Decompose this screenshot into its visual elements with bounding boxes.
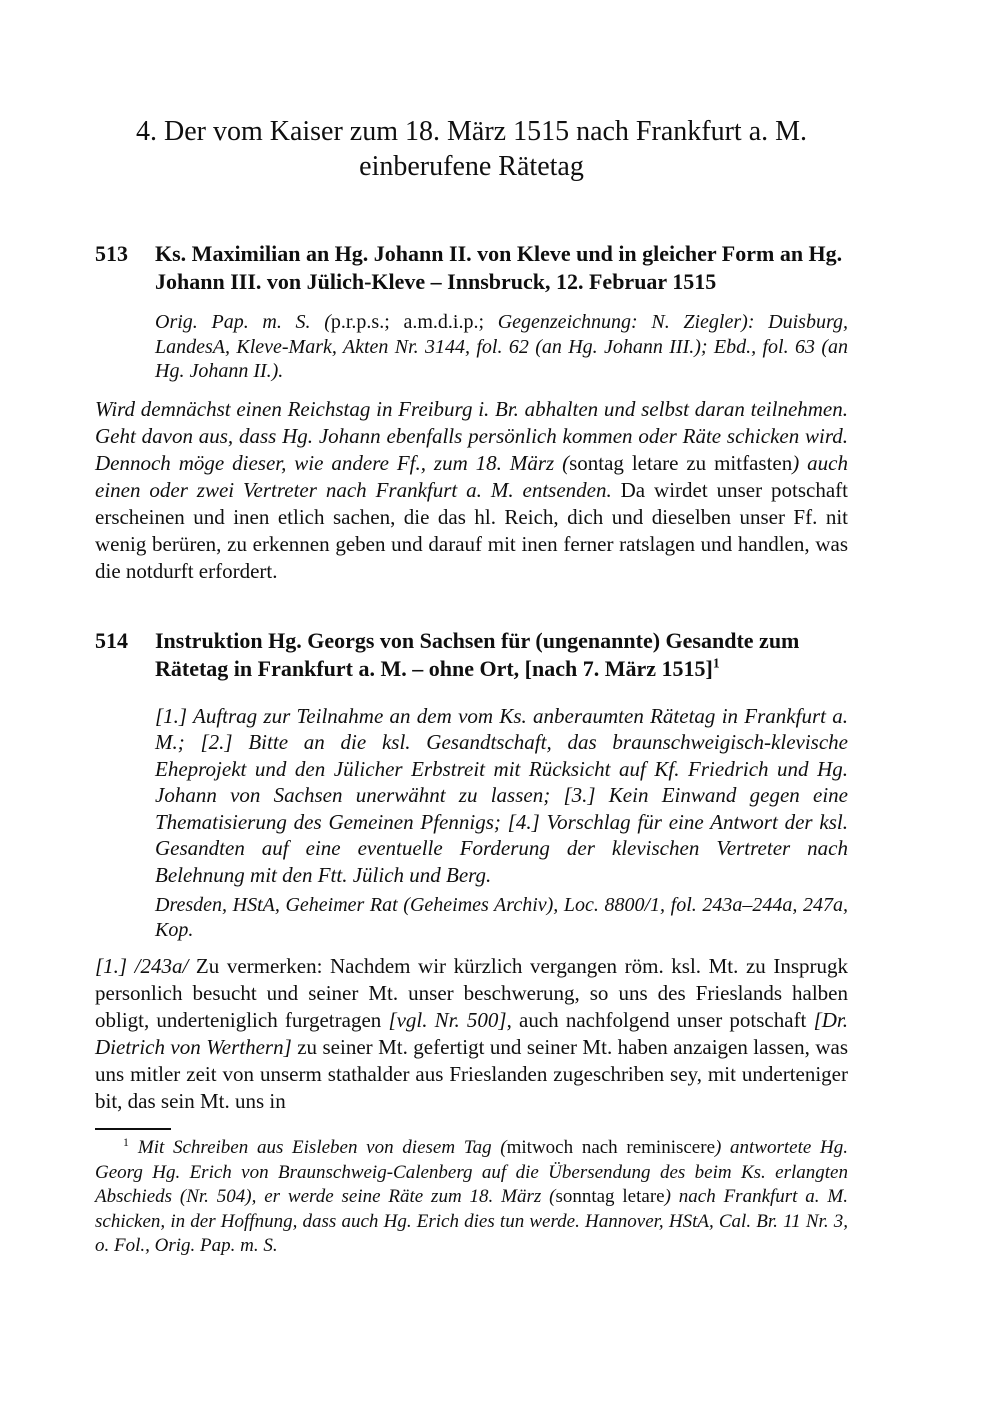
text-segment: , auch nachfolgend unser potschaft: [506, 1008, 814, 1032]
body-text: [95, 953, 848, 1115]
text-segment: Wird demnächst einen Reichstag in Freiburg i. Br. abhalten und selbst daran teilnehmen. Geht davon aus, dass Hg. Johann ebenfalls persönlich kommen oder Räte schicken wird. Dennoch möge dieser, wie andere Ff., zum 18. März (: [95, 396, 848, 475]
text-segment: Da wirdet unser potschaft erscheinen und inen etlich sachen, die das hl. Reich, dich und dieselben unser Ff. nit wenig berüren, zu erkennen geben und darauf mit inen ferner ratslagen und handlen, was die notdurft erfordert.: [95, 477, 848, 583]
entry-heading: [155, 627, 848, 683]
text-segment: Dresden, HStA, Geheimer Rat (Geheimes Archiv), Loc. 8800/1, fol. 243a–244a, 247a, Kop.: [155, 894, 848, 941]
text-segment: ) antwortete Hg. Georg Hg. Erich von Braunschweig-Calenberg auf die Übersendung des beim Ks. erlangten Abschieds (Nr. 504), er werde seine Räte zum 18. März (: [95, 1137, 848, 1207]
text-segment: Zu vermerken: Nachdem wir kürzlich vergangen röm. ksl. Mt. zu Insprugk personlich besucht und seiner Mt. unser beschwerung, so uns des Frieslands halben obligt, underteniglich furgetragen: [95, 954, 848, 1032]
summary-text: [155, 703, 848, 889]
text-segment: Ks. Maximilian an Hg. Johann II. von Kleve und in gleicher Form an Hg. Johann III. von Jülich-Kleve – Innsbruck, 12. Februar 1515: [155, 241, 843, 294]
text-segment: ) auch einen oder zwei Vertreter nach Frankfurt a. M. entsenden.: [95, 450, 848, 502]
entry-heading-row: [95, 627, 848, 683]
archive-note: [155, 310, 848, 384]
text-segment: mitwoch nach reminiscere: [506, 1137, 716, 1158]
entry-number: 514: [95, 627, 128, 653]
text-segment: Mit Schreiben aus Eisleben von diesem Tag (: [137, 1137, 507, 1158]
text-segment: [Dr. Dietrich von Werthern]: [95, 1008, 848, 1059]
entry-number: 513: [95, 241, 128, 266]
footnote-text: [95, 1137, 848, 1256]
entry-513: [95, 240, 848, 585]
text-segment: sonntag letare: [555, 1186, 665, 1207]
text-segment: zu seiner Mt. gefertigt und seiner Mt. haben anzaigen lassen, was uns mitler zeit von unserm stathalder aus Frieslanden zugeschriben sey, mit underteniger bit, das sein Mt. uns in: [95, 1035, 848, 1113]
text-segment: sontag letare zu mitfasten: [569, 450, 793, 475]
text-segment: Instruktion Hg. Georgs von Sachsen für (ungenannte) Gesandte zum Rätetag in Frankfurt a. M. – ohne Ort, [nach 7. März 1515]: [155, 627, 800, 681]
text-segment: [vgl. Nr. 500]: [388, 1008, 507, 1032]
entry-heading: [155, 240, 848, 296]
entry-514: [95, 627, 848, 1116]
footnote: [95, 1136, 848, 1259]
text-segment: [1.] /243a/: [95, 954, 189, 978]
text-segment: [1.] Auftrag zur Teilnahme an dem vom Ks. anberaumten Rätetag in Frankfurt a. M.; [2.] Bitte an die ksl. Gesandtschaft, das braunschweigisch-klevische Eheprojekt und den Jülicher Erbstreit mit Rücksicht auf Kf. Friedrich und Hg. Johann von Sachsen unerwähnt zu lassen; [3.] Kein Einwand gegen eine Thematisierung des Gemeinen Pfennigs; [4.] Vorschlag für eine Antwort der ksl. Gesandten auf eine eventuelle Forderung der klevischen Vertreter nach Belehnung mit den Ftt. Jülich und Berg.: [155, 703, 848, 887]
text-segment: Orig. Pap. m. S. (: [155, 311, 331, 333]
text-segment: 1: [712, 655, 720, 671]
footnote-separator: [95, 1128, 171, 1130]
regest-text: [95, 396, 848, 585]
archive-note: [155, 893, 848, 942]
entry-heading-row: [95, 240, 848, 296]
text-segment: ) nach Frankfurt a. M. schicken, in der Hoffnung, dass auch Hg. Erich dies tun werde. Hannover, HStA, Cal. Br. 11 Nr. 3, o. Fol., Orig. Pap. m. S.: [95, 1186, 848, 1256]
footnote-marker: 1: [123, 1135, 129, 1149]
page-title: 4. Der vom Kaiser zum 18. März 1515 nach Frankfurt a. M. einberufene Rätetag: [135, 116, 808, 182]
text-segment: p.r.p.s.; a.m.d.i.p.;: [330, 311, 485, 333]
text-segment: Gegenzeichnung: N. Ziegler): Duisburg, LandesA, Kleve-Mark, Akten Nr. 3144, fol. 62 (an Hg. Johann III.); Ebd., fol. 63 (an Hg. Johann II.).: [155, 311, 848, 382]
text-block: [95, 0, 848, 1259]
